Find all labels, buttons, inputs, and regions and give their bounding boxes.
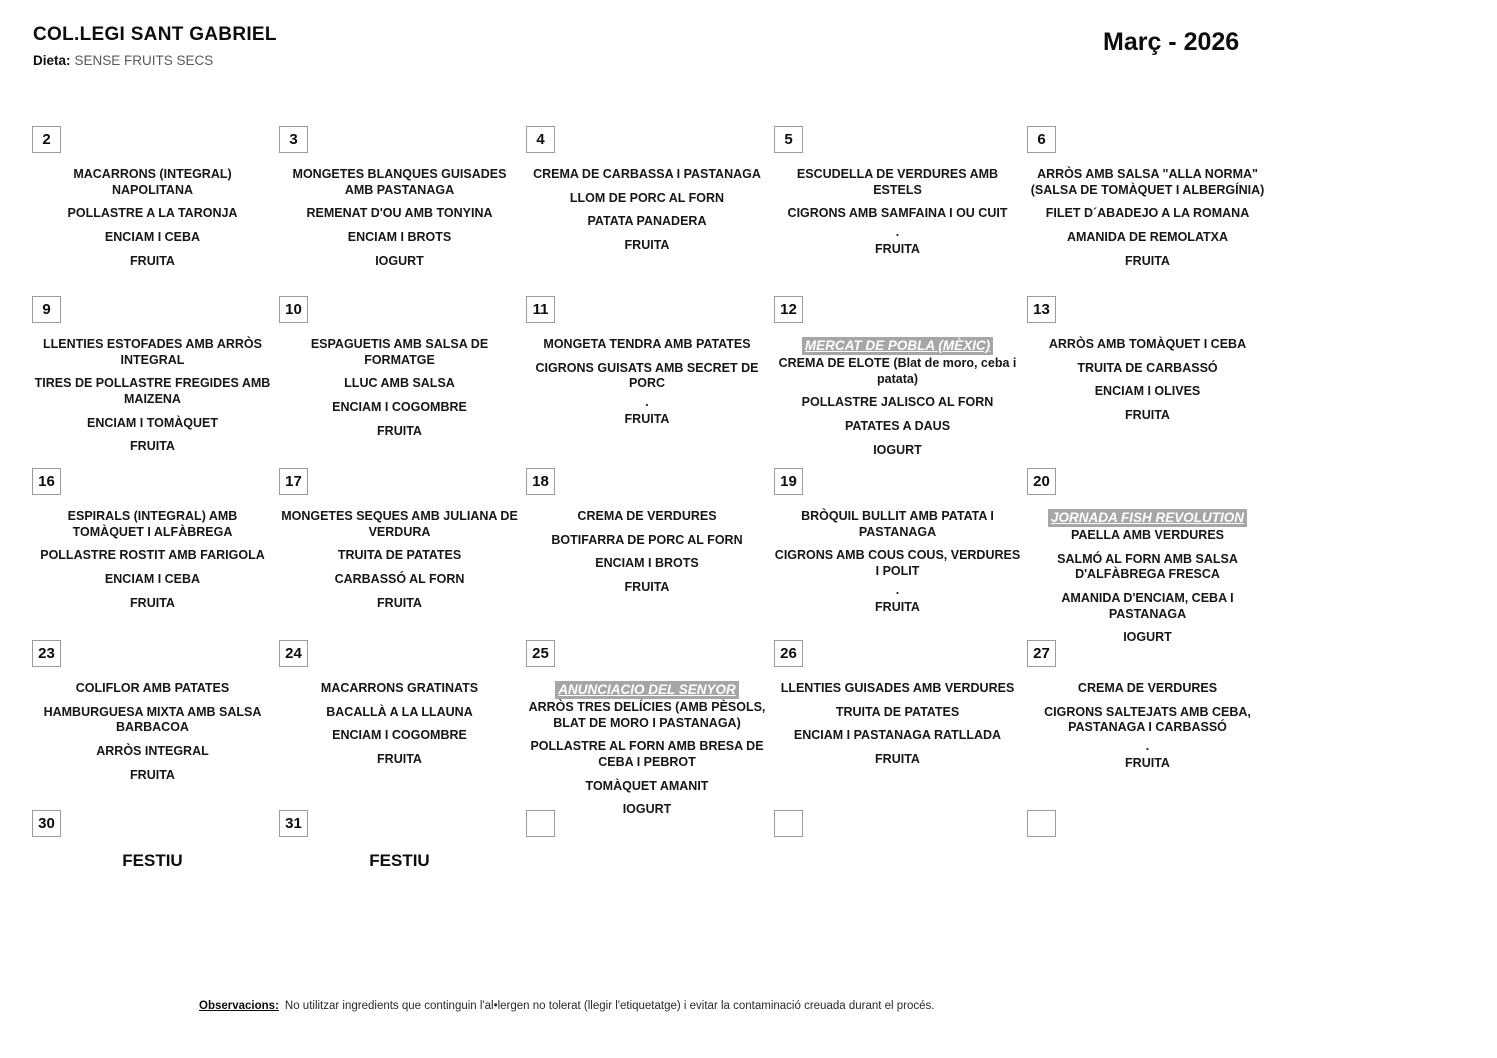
menu-item: FRUITA bbox=[130, 439, 175, 454]
day-cell bbox=[771, 468, 1024, 640]
diet-value: SENSE FRUITS SECS bbox=[74, 53, 214, 68]
event-banner: JORNADA FISH REVOLUTION bbox=[1048, 509, 1247, 527]
day-menu bbox=[276, 851, 523, 871]
menu-item: FRUITA bbox=[875, 599, 920, 614]
menu-item: ENCIAM I TOMÀQUET bbox=[86, 415, 219, 430]
day-menu bbox=[523, 681, 771, 818]
menu-item: PATATES A DAUS bbox=[844, 419, 951, 434]
menu-item: BACALLÀ A LA LLAUNA bbox=[326, 704, 473, 719]
menu-item: TRUITA DE PATATES bbox=[337, 548, 462, 563]
day-cell bbox=[29, 468, 276, 640]
menu-item: ENCIAM I COGOMBRE bbox=[332, 728, 467, 743]
event-banner: MERCAT DE POBLA (MÈXIC) bbox=[802, 337, 993, 355]
day-number-box: 31 bbox=[279, 810, 308, 837]
menu-item: BRÒQUIL BULLIT AMB PATATA I PASTANAGA bbox=[801, 509, 994, 539]
day-cell bbox=[276, 296, 523, 468]
day-number-box: 10 bbox=[279, 296, 308, 323]
day-number-box: 6 bbox=[1027, 126, 1056, 153]
day-menu bbox=[276, 509, 523, 611]
day-number-box: 26 bbox=[774, 640, 803, 667]
day-cell bbox=[523, 468, 771, 640]
menu-item: CIGRONS AMB SAMFAINA I OU CUIT bbox=[787, 206, 1008, 221]
menu-item: POLLASTRE A LA TARONJA bbox=[67, 206, 238, 221]
day-menu bbox=[1024, 681, 1271, 772]
menu-item: PATATA PANADERA bbox=[587, 214, 707, 229]
day-menu bbox=[523, 167, 771, 254]
day-cell bbox=[523, 296, 771, 468]
day-cell bbox=[771, 640, 1024, 810]
menu-item: ENCIAM I COGOMBRE bbox=[332, 399, 467, 414]
day-number-box: 19 bbox=[774, 468, 803, 495]
day-cell bbox=[29, 640, 276, 810]
menu-item: . bbox=[1145, 738, 1150, 753]
menu-item: FRUITA bbox=[377, 423, 422, 438]
menu-item: FRUITA bbox=[1125, 755, 1170, 770]
menu-item: CIGRONS AMB COUS COUS, VERDURES I POLIT bbox=[774, 548, 1021, 578]
menu-item: AMANIDA D'ENCIAM, CEBA I PASTANAGA bbox=[1061, 591, 1234, 621]
menu-item: HAMBURGUESA MIXTA AMB SALSA BARBACOA bbox=[43, 704, 262, 735]
menu-item: ARRÒS AMB SALSA "ALLA NORMA" (SALSA DE TOMÀQUET I ALBERGÍNIA) bbox=[1030, 167, 1265, 197]
day-menu bbox=[523, 509, 771, 596]
menu-item: CREMA DE VERDURES bbox=[1077, 681, 1218, 695]
day-number-box bbox=[526, 810, 555, 837]
calendar-grid bbox=[29, 126, 1271, 920]
menu-item: CIGRONS GUISATS AMB SECRET DE PORC bbox=[535, 360, 759, 391]
day-menu bbox=[29, 337, 276, 455]
menu-item: FILET D´ABADEJO A LA ROMANA bbox=[1045, 206, 1250, 221]
menu-item: FRUITA bbox=[377, 595, 422, 610]
menu-item: ARRÒS INTEGRAL bbox=[96, 743, 209, 758]
menu-item: ARRÒS TRES DELÍCIES (AMB PÈSOLS, BLAT DE MORO I PASTANAGA) bbox=[528, 700, 766, 730]
menu-item: FRUITA bbox=[377, 751, 422, 766]
day-number-box: 12 bbox=[774, 296, 803, 323]
day-menu bbox=[771, 681, 1024, 768]
day-menu bbox=[29, 851, 276, 871]
menu-item: IOGURT bbox=[375, 253, 424, 268]
menu-item: AMANIDA DE REMOLATXA bbox=[1066, 229, 1229, 244]
menu-item: POLLASTRE AL FORN AMB BRESA DE CEBA I PEBROT bbox=[530, 739, 764, 770]
day-menu bbox=[276, 337, 523, 439]
menu-item: CREMA DE ELOTE (Blat de moro, ceba i patata) bbox=[778, 356, 1017, 386]
day-menu bbox=[771, 337, 1024, 458]
menu-item: IOGURT bbox=[1123, 630, 1172, 645]
menu-item: IOGURT bbox=[873, 442, 922, 457]
day-number-box: 27 bbox=[1027, 640, 1056, 667]
menu-item: COLIFLOR AMB PATATES bbox=[75, 681, 230, 695]
day-number-box: 2 bbox=[32, 126, 61, 153]
day-number-box: 16 bbox=[32, 468, 61, 495]
menu-item: FRUITA bbox=[875, 751, 920, 766]
day-cell bbox=[523, 126, 771, 296]
day-number-box: 24 bbox=[279, 640, 308, 667]
day-cell bbox=[523, 810, 771, 920]
observations-label: Observacions: bbox=[199, 1000, 279, 1012]
menu-item: LLUC AMB SALSA bbox=[344, 376, 455, 391]
menu-item: ESPAGUETIS AMB SALSA DE FORMATGE bbox=[310, 337, 489, 367]
day-number-box: 20 bbox=[1027, 468, 1056, 495]
day-cell bbox=[523, 640, 771, 817]
day-number-box: 13 bbox=[1027, 296, 1056, 323]
day-cell bbox=[1024, 126, 1271, 296]
menu-item: FRUITA bbox=[875, 241, 920, 256]
day-menu bbox=[771, 509, 1024, 615]
day-number-box bbox=[774, 810, 803, 837]
menu-item: . bbox=[895, 582, 900, 597]
day-cell bbox=[29, 810, 276, 920]
menu-item: ESPIRALS (INTEGRAL) AMB TOMÀQUET I ALFÀBREGA bbox=[67, 509, 238, 539]
menu-item: ENCIAM I CEBA bbox=[104, 229, 201, 244]
diet-label: Dieta: bbox=[33, 53, 71, 68]
day-number-box: 23 bbox=[32, 640, 61, 667]
event-banner: ANUNCIACIO DEL SENYOR bbox=[555, 681, 739, 699]
day-menu bbox=[523, 337, 771, 428]
menu-item: REMENAT D'OU AMB TONYINA bbox=[306, 206, 493, 221]
school-title: COL.LEGI SANT GABRIEL bbox=[33, 24, 277, 45]
diet-line bbox=[33, 53, 277, 68]
observations bbox=[199, 1000, 935, 1012]
menu-item: CIGRONS SALTEJATS AMB CEBA, PASTANAGA I CARBASSÓ bbox=[1044, 704, 1251, 735]
menu-item: MONGETA TENDRA AMB PATATES bbox=[543, 337, 751, 351]
menu-item: ARRÒS AMB TOMÀQUET I CEBA bbox=[1048, 337, 1247, 351]
menu-item: ESCUDELLA DE VERDURES AMB ESTELS bbox=[796, 167, 999, 197]
menu-item: POLLASTRE ROSTIT AMB FARIGOLA bbox=[40, 548, 265, 563]
day-cell bbox=[276, 810, 523, 920]
menu-item: POLLASTRE JALISCO AL FORN bbox=[801, 395, 994, 410]
menu-item: IOGURT bbox=[622, 802, 672, 817]
day-menu bbox=[276, 681, 523, 768]
menu-item: ENCIAM I OLIVES bbox=[1094, 384, 1201, 399]
day-cell bbox=[771, 126, 1024, 296]
menu-item: MONGETES BLANQUES GUISADES AMB PASTANAGA bbox=[292, 167, 507, 197]
day-number-box: 9 bbox=[32, 296, 61, 323]
day-number-box: 4 bbox=[526, 126, 555, 153]
day-menu bbox=[276, 167, 523, 269]
day-number-box: 3 bbox=[279, 126, 308, 153]
day-number-box: 11 bbox=[526, 296, 555, 323]
day-cell bbox=[29, 126, 276, 296]
day-cell bbox=[276, 468, 523, 640]
menu-item: MONGETES SEQUES AMB JULIANA DE VERDURA bbox=[281, 509, 518, 539]
day-cell bbox=[1024, 468, 1271, 645]
day-menu bbox=[29, 167, 276, 269]
menu-item: TIRES DE POLLASTRE FREGIDES AMB MAIZENA bbox=[34, 376, 271, 406]
observations-text: No utilitzar ingredients que continguin l'al•lergen no tolerat (llegir l'etiquetatge) i evitar la contaminació creuada durant el procés. bbox=[284, 1000, 935, 1012]
day-number-box: 17 bbox=[279, 468, 308, 495]
menu-item: FRUITA bbox=[130, 595, 175, 610]
festiu-label: FESTIU bbox=[369, 851, 430, 870]
menu-item: LLOM DE PORC AL FORN bbox=[569, 190, 725, 205]
menu-item: FRUITA bbox=[624, 579, 670, 594]
day-menu bbox=[29, 681, 276, 783]
menu-item: FRUITA bbox=[1125, 407, 1170, 422]
day-cell bbox=[771, 810, 1024, 920]
menu-item: . bbox=[895, 224, 900, 239]
day-number-box: 25 bbox=[526, 640, 555, 667]
day-cell bbox=[1024, 640, 1271, 810]
menu-item: MACARRONS (INTEGRAL) NAPOLITANA bbox=[73, 167, 232, 197]
menu-item: TRUITA DE PATATES bbox=[835, 704, 960, 719]
menu-item: SALMÓ AL FORN AMB SALSA D'ALFÀBREGA FRESCA bbox=[1057, 551, 1238, 582]
menu-item: ENCIAM I CEBA bbox=[104, 571, 201, 586]
day-menu bbox=[771, 167, 1024, 258]
menu-item: ENCIAM I BROTS bbox=[595, 556, 699, 571]
day-number-box bbox=[1027, 810, 1056, 837]
menu-item: FRUITA bbox=[130, 767, 175, 782]
day-cell bbox=[276, 640, 523, 810]
menu-item: FRUITA bbox=[1125, 253, 1170, 268]
menu-item: CREMA DE CARBASSA I PASTANAGA bbox=[533, 167, 761, 181]
day-number-box: 5 bbox=[774, 126, 803, 153]
menu-item: CARBASSÓ AL FORN bbox=[334, 571, 465, 586]
day-menu bbox=[1024, 167, 1271, 269]
menu-item: LLENTIES GUISADES AMB VERDURES bbox=[780, 681, 1015, 695]
menu-item: FRUITA bbox=[130, 253, 175, 268]
day-cell bbox=[1024, 296, 1271, 468]
festiu-label: FESTIU bbox=[122, 851, 183, 870]
menu-item: TRUITA DE CARBASSÓ bbox=[1077, 360, 1218, 375]
menu-item: LLENTIES ESTOFADES AMB ARRÒS INTEGRAL bbox=[42, 337, 262, 367]
month-title: Març - 2026 bbox=[1103, 28, 1240, 56]
day-menu bbox=[1024, 509, 1271, 646]
menu-item: ENCIAM I PASTANAGA RATLLADA bbox=[793, 728, 1002, 743]
menu-item: FRUITA bbox=[624, 237, 670, 252]
menu-item: PAELLA AMB VERDURES bbox=[1070, 528, 1224, 543]
day-menu bbox=[1024, 337, 1271, 424]
header bbox=[33, 24, 277, 68]
menu-item: MACARRONS GRATINATS bbox=[320, 681, 479, 695]
day-cell bbox=[1024, 810, 1271, 920]
menu-item: TOMÀQUET AMANIT bbox=[585, 778, 709, 793]
day-number-box: 18 bbox=[526, 468, 555, 495]
day-menu bbox=[29, 509, 276, 611]
menu-item: FRUITA bbox=[624, 411, 670, 426]
day-cell bbox=[29, 296, 276, 468]
menu-item: CREMA DE VERDURES bbox=[577, 509, 717, 523]
menu-item: . bbox=[645, 394, 649, 409]
day-number-box: 30 bbox=[32, 810, 61, 837]
menu-item: ENCIAM I BROTS bbox=[347, 229, 452, 244]
day-cell bbox=[771, 296, 1024, 468]
day-cell bbox=[276, 126, 523, 296]
menu-item: BOTIFARRA DE PORC AL FORN bbox=[551, 532, 743, 547]
